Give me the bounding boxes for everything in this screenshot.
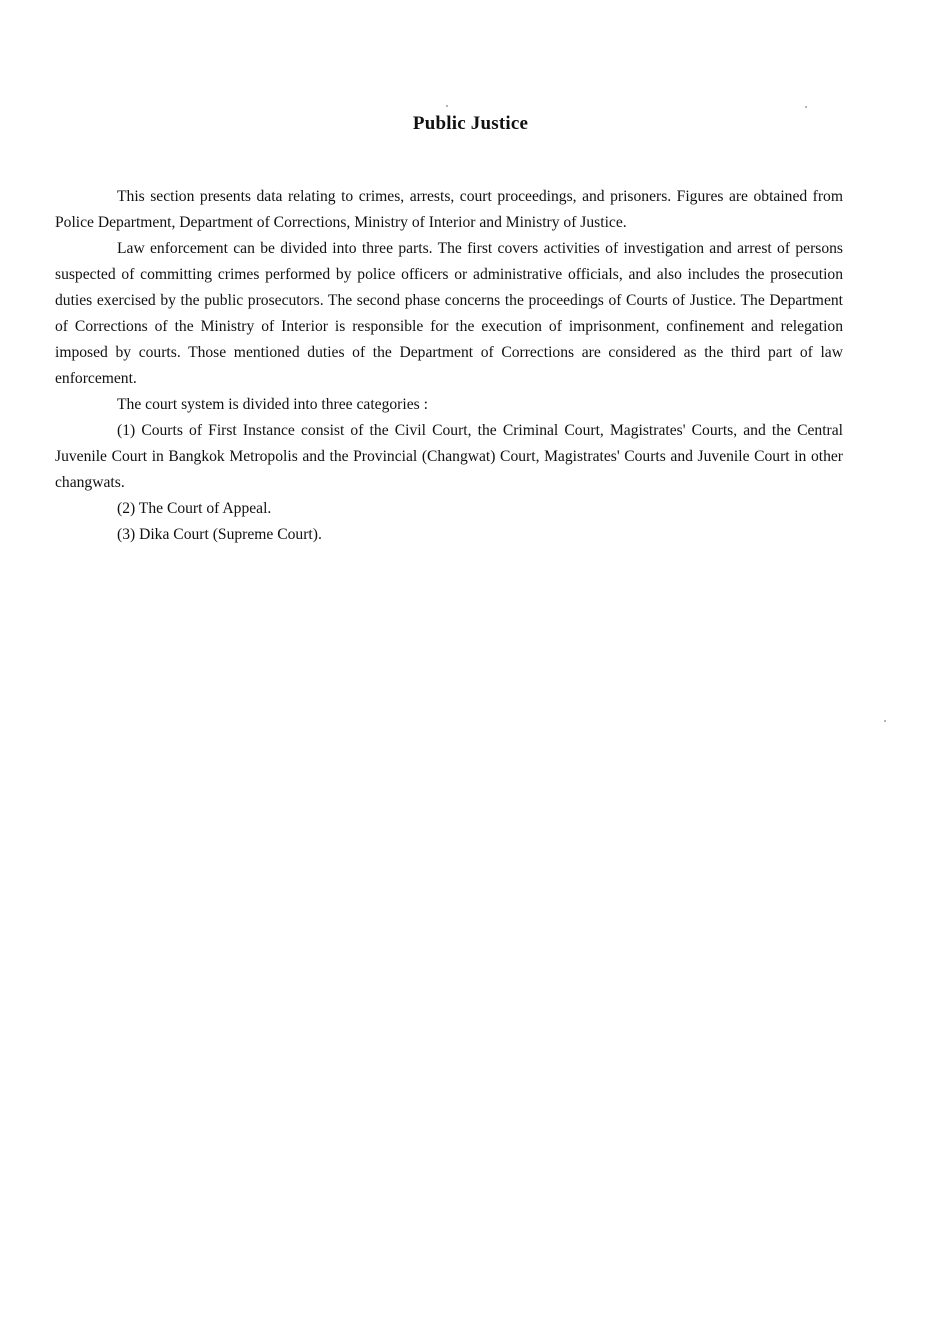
- court-category-item: (3) Dika Court (Supreme Court).: [117, 526, 322, 543]
- court-category-item: (2) The Court of Appeal.: [117, 500, 272, 517]
- page-title: Public Justice: [412, 113, 529, 134]
- court-category-item: (1) Courts of First Instance consist of the Civil Court, the Criminal Court, Magistrates' Courts, and the Central Juvenile Court in Bangkok Metropolis and the Provincial (Changwat) Court, Magistrates' Courts and Juvenile Court in other changwats.: [55, 422, 843, 491]
- court-system-paragraph: The court system is divided into three categories :: [117, 396, 428, 413]
- scan-speck: [446, 105, 448, 107]
- body-text: [55, 184, 843, 548]
- intro-paragraph: This section presents data relating to crimes, arrests, court proceedings, and prisoners. Figures are obtained from Police Department, Department of Corrections, Ministry of Interior and Ministry of Justice.: [55, 188, 843, 231]
- law-enforcement-paragraph: Law enforcement can be divided into three parts. The first covers activities of investigation and arrest of persons suspected of committing crimes performed by police officers or administrative officials, and also includes the prosecution duties exercised by the public prosecutors. The second phase concerns the proceedings of Courts of Justice. The Department of Corrections of the Ministry of Interior is responsible for the execution of imprisonment, confinement and relegation imposed by courts. Those mentioned duties of the Department of Corrections are considered as the third part of law enforcement.: [55, 240, 843, 387]
- scan-speck: [884, 720, 886, 722]
- scan-speck: [805, 106, 807, 108]
